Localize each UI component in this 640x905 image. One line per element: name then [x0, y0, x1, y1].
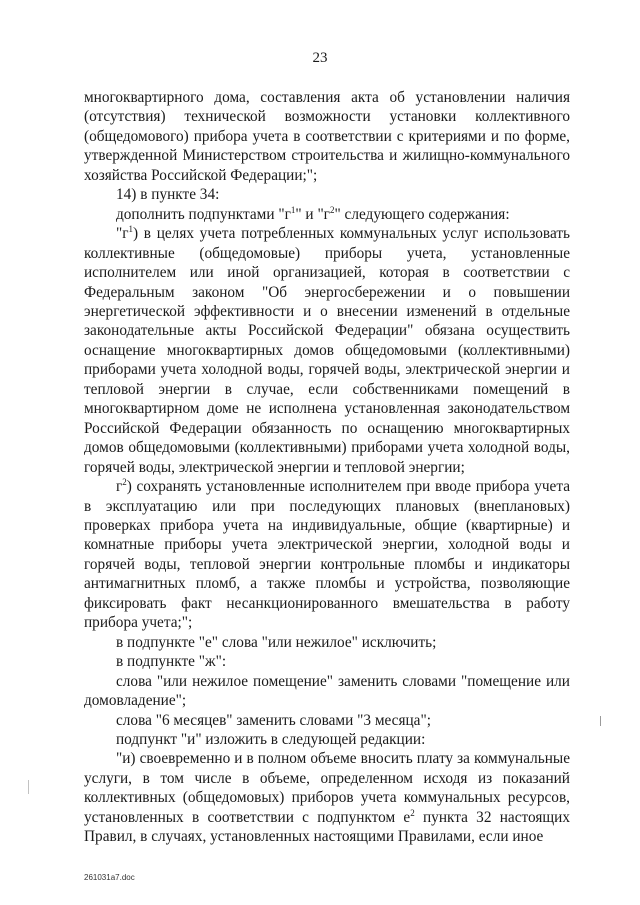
paragraph-subitem-e: в подпункте "е" слова "или нежилое" исключить;: [116, 633, 437, 651]
superscript: 2: [122, 477, 127, 488]
text-segment: "и) своевременно и в полном объеме вносить плату за коммунальные услуги, в том числе в объеме, определенном исходя из показаний коллективных (общедомовых) приборов учета коммунальных ресурсов, установленных в соответствии с подпунктом е: [84, 750, 570, 826]
paragraph-subitem-i: [84, 749, 570, 846]
text-segment: " следующего содержания:: [334, 205, 510, 223]
superscript: 1: [290, 204, 296, 215]
text-segment: " и "г: [295, 205, 330, 223]
text-segment: ) в целях учета потребленных коммунальных услуг использовать коллективные (общедомовые) приборы учета, установленные исполнителем или иной организацией, которая в соответствии с Федеральным законом "Об энергосбережении и о повышении энергетической эффективности и о внесении изменений в отдельные законодательные акты Российской Федерации" обязана осуществить оснащение многоквартирных домов общедомовыми (коллективными) приборами учета холодной воды, горячей воды, электрической энергии и тепловой энергии в случае, если собственниками помещений в многоквартирном доме не исполнена установленная законодательством Российской Федерации обязанность по оснащению многоквартирных домов общедомовыми (коллективными) приборами учета холодной воды, горячей воды, электрической энергии и тепловой энергии;: [84, 225, 570, 476]
document-code: 261031a7.doc: [84, 873, 135, 882]
text-segment: пункта 32 настоящих Правил, в случаях, установленных настоящими Правилами, если иное: [84, 808, 570, 846]
paragraph-subitem-g1: [84, 224, 570, 477]
text-segment: ) сохранять установленные исполнителем при вводе прибора учета в эксплуатацию или при последующих плановых (внеплановых) проверках прибора учета на индивидуальные, общие (квартирные) и комнатные приборы учета электрической энергии, холодной воды и горячей воды, тепловой энергии контрольные пломбы и индикаторы антимагнитных пломб, а также пломбы и устройства, позволяющие фиксировать факт несанкционированного вмешательства в работу прибора учета;";: [84, 478, 570, 632]
scan-artifact: [600, 716, 601, 726]
page-number: 23: [312, 50, 328, 66]
document-body: [84, 88, 570, 847]
paragraph-replace-premises: слова "или нежилое помещение" заменить словами "помещение или домовладение";: [84, 672, 570, 710]
text-segment: "г: [116, 225, 129, 243]
text-segment: г: [116, 478, 123, 496]
superscript: 2: [410, 807, 415, 818]
superscript: 1: [128, 224, 134, 235]
scan-artifact: [28, 780, 29, 794]
paragraph-subitem-i-intro: подпункт "и" изложить в следующей редакции:: [116, 730, 426, 748]
paragraph-replace-months: слова "6 месяцев" заменить словами "3 месяца";: [116, 711, 431, 729]
paragraph-subitem-zh: в подпункте "ж":: [116, 653, 227, 671]
text-segment: дополнить подпунктами "г: [116, 205, 291, 223]
superscript: 2: [329, 204, 335, 215]
paragraph-subitem-g2: [84, 477, 570, 633]
paragraph-item-14: 14) в пункте 34:: [116, 186, 220, 204]
paragraph-continuation: многоквартирного дома, составления акта об установлении наличия (отсутствия) технической возможности установки коллективного (общедомового) прибора учета в соответствии с критериями и по форме, утвержденной Министерством строительства и жилищно-коммунального хозяйства Российской Федерации;";: [84, 89, 570, 184]
paragraph-add-subitems: [84, 205, 570, 224]
